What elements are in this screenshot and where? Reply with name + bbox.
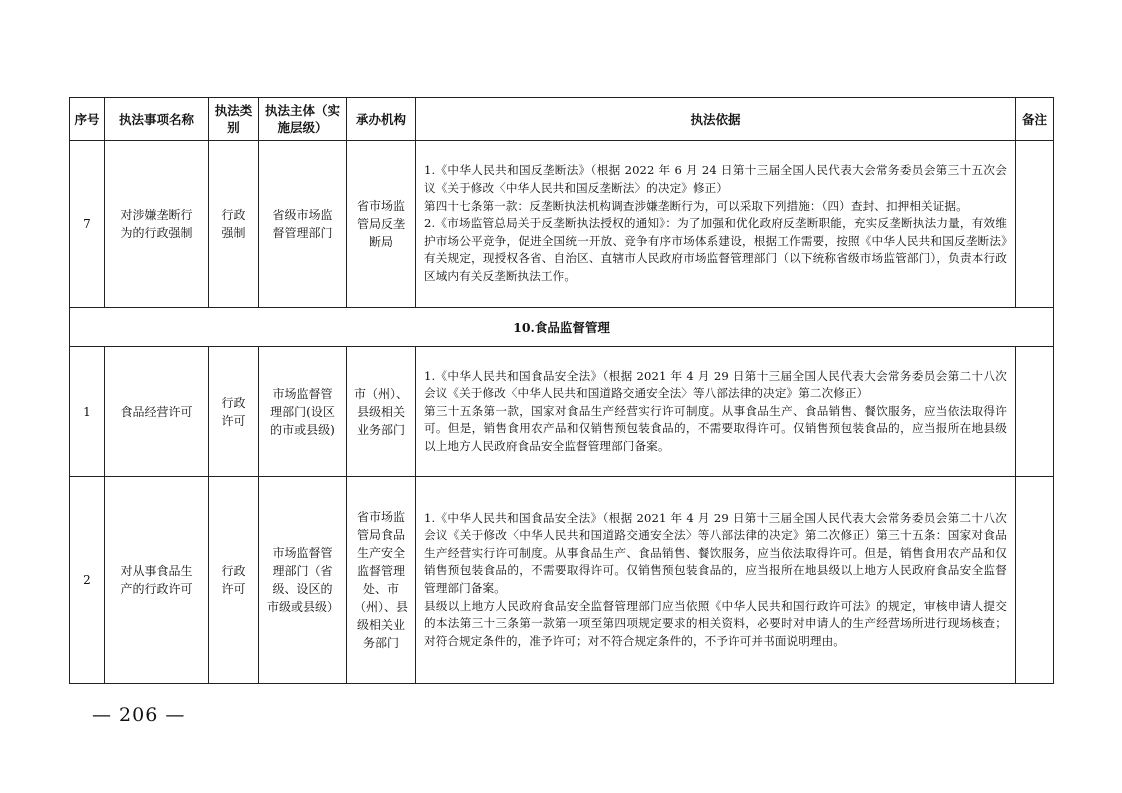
basis-paragraph: 县级以上地方人民政府食品安全监督管理部门应当依照《中华人民共和国行政许可法》的规定，审核申请人提交的本法第三十三条第一款第一项至第四项规定要求的相关资料，必要时对申请人的生产经营场所进行现场核查；对符合规定条件的，准予许可；对不符合规定条件的，不予许可并书面说明理由。 [424,598,1007,648]
row-basis [416,141,1016,308]
row-category: 行政许可 [209,347,259,477]
basis-paragraph: 1.《中华人民共和国食品安全法》（根据 2021 年 4 月 29 日第十三届全国人民代表大会常务委员会第二十八次会议《关于修改〈中华人民共和国道路交通安全法〉等八部法律的决定》第二次修正） [424,368,1007,401]
row-subject: 市场监督管理部门(设区的市或县级) [259,347,347,477]
header-category: 执法类别 [209,98,259,141]
section-title: 10.食品监督管理 [70,308,1054,347]
row-name: 对涉嫌垄断行为的行政强制 [105,141,209,308]
table-row [70,477,1054,684]
row-agency: 市（州）、县级相关业务部门 [347,347,416,477]
row-agency: 省市场监管局反垄断局 [347,141,416,308]
row-no: 2 [70,477,105,684]
row-basis [416,347,1016,477]
row-basis [416,477,1016,684]
row-no: 7 [70,141,105,308]
row-category: 行政许可 [209,477,259,684]
basis-paragraph: 2.《市场监管总局关于反垄断执法授权的通知》：为了加强和优化政府反垄断职能，充实反垄断执法力量，有效维护市场公平竞争，促进全国统一开放、竞争有序市场体系建设，根据工作需要，按照《中华人民共和国反垄断法》有关规定，现授权各省、自治区、直辖市人民政府市场监督管理部门（以下统称省级市场监管部门），负责本行政区域内有关反垄断执法工作。 [424,216,1007,283]
table-row [70,347,1054,477]
row-subject: 省级市场监督管理部门 [259,141,347,308]
header-basis: 执法依据 [416,98,1016,141]
header-remark: 备注 [1016,98,1054,141]
row-name: 对从事食品生产的行政许可 [105,477,209,684]
row-agency: 省市场监管局食品生产安全监督管理处、市（州）、县级相关业务部门 [347,477,416,684]
row-remark [1016,347,1054,477]
row-subject: 市场监督管理部门（省级、设区的市级或县级） [259,477,347,684]
row-remark [1016,477,1054,684]
basis-paragraph: 1.《中华人民共和国食品安全法》（根据 2021 年 4 月 29 日第十三届全国人民代表大会常务委员会第二十八次会议《关于修改〈中华人民共和国道路交通安全法〉等八部法律的决定》第二次修正）第三十五条：国家对食品生产经营实行许可制度。从事食品生产、食品销售、餐饮服务，应当依法取得许可。但是，销售食用农产品和仅销售预包装食品的，不需要取得许可。仅销售预包装食品的，应当报所在地县级以上地方人民政府食品安全监督管理部门备案。 [424,510,1007,595]
page-number: — 206 — [92,704,186,726]
header-no: 序号 [70,98,105,141]
basis-paragraph: 第四十七条第一款：反垄断执法机构调查涉嫌垄断行为，可以采取下列措施：（四）查封、扣押相关证据。 [424,198,968,213]
header-agency: 承办机构 [347,98,416,141]
row-remark [1016,141,1054,308]
basis-paragraph: 1.《中华人民共和国反垄断法》（根据 2022 年 6 月 24 日第十三届全国人民代表大会常务委员会第三十五次会议《关于修改〈中华人民共和国反垄断法〉的决定》修正） [424,163,1007,196]
row-name: 食品经营许可 [105,347,209,477]
header-row [70,98,1054,141]
row-no: 1 [70,347,105,477]
header-name: 执法事项名称 [105,98,209,141]
basis-paragraph: 第三十五条第一款，国家对食品生产经营实行许可制度。从事食品生产、食品销售、餐饮服务，应当依法取得许可。但是，销售食用农产品和仅销售预包装食品的，不需要取得许可。仅销售预包装食品的，应当报所在地县级以上地方人民政府食品安全监督管理部门备案。 [424,403,1007,453]
enforcement-table [69,97,1054,684]
section-row [70,308,1054,347]
table-row [70,141,1054,308]
header-subject: 执法主体（实施层级） [259,98,347,141]
row-category: 行政强制 [209,141,259,308]
